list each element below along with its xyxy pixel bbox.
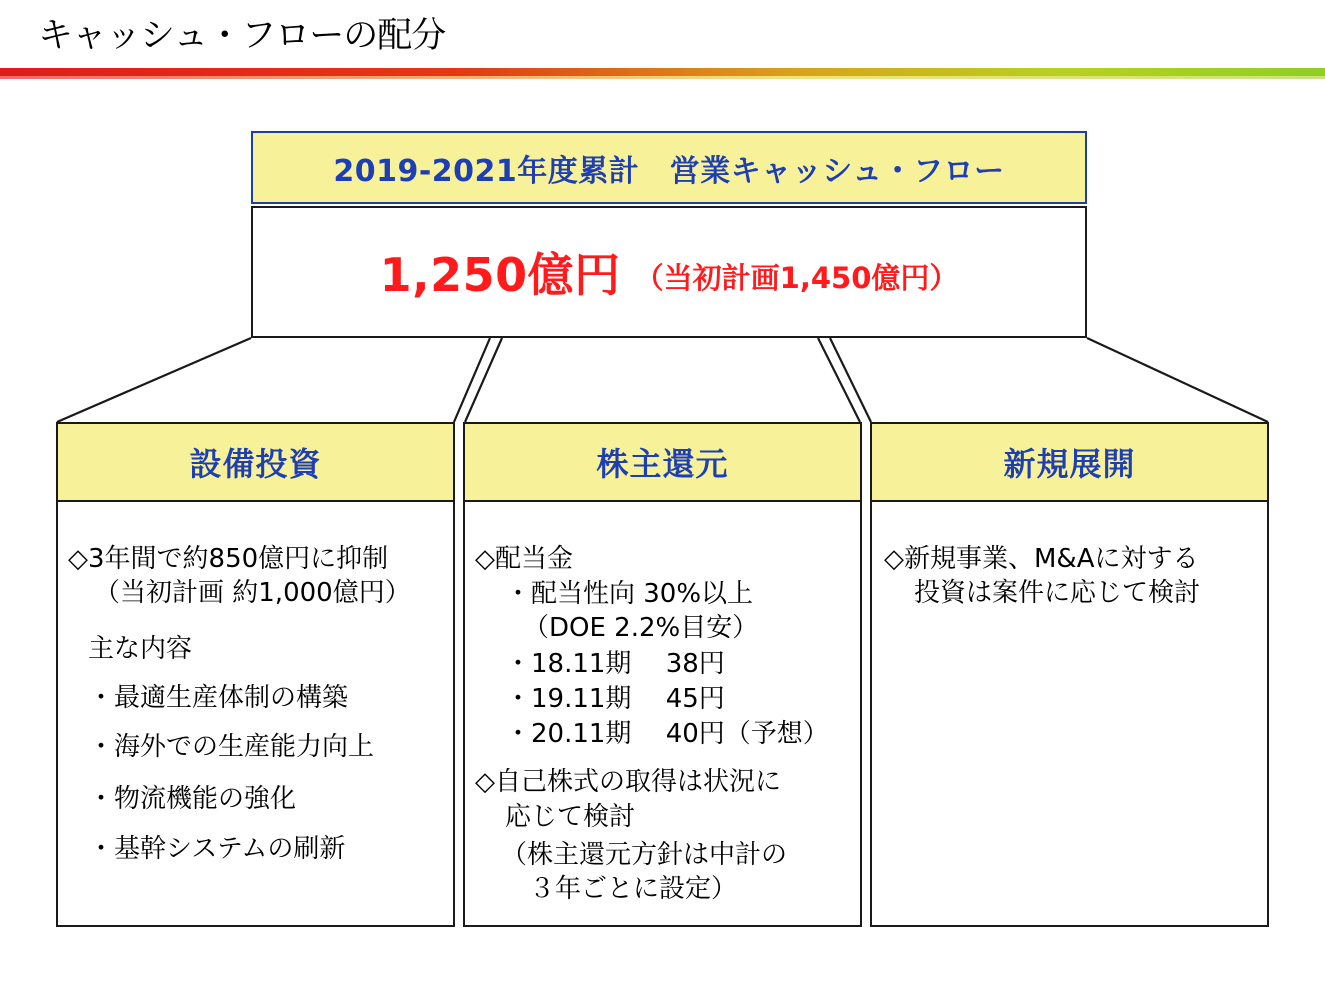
shareholder-returns-header — [463, 422, 862, 502]
returns-line: ・18.11期 38円 — [505, 649, 725, 679]
operating-cash-flow-plan-note: （当初計画1,450億円） — [634, 260, 959, 295]
returns-line: 応じて検討 — [505, 802, 636, 832]
new-business-body — [870, 500, 1269, 927]
returns-line: ・配当性向 30%以上 — [505, 579, 754, 609]
shareholder-returns-title: 株主還元 — [596, 445, 729, 483]
returns-line: ・20.11期 40円（予想） — [505, 719, 829, 749]
operating-cash-flow-header — [251, 131, 1087, 204]
operating-cash-flow-amount: 1,250億円 — [379, 248, 621, 302]
capex-header — [56, 422, 455, 502]
capex-line: ・物流機能の強化 — [88, 784, 297, 814]
shareholder-returns-body — [463, 500, 862, 927]
returns-line: ・19.11期 45円 — [505, 684, 725, 714]
capex-line: ・最適生産体制の構築 — [88, 683, 349, 713]
capex-line: ◇3年間で約850億円に抑制 — [68, 544, 389, 574]
capex-line: （当初計画 約1,000億円） — [94, 578, 411, 608]
returns-line: ◇配当金 — [475, 544, 573, 574]
capex-title: 設備投資 — [189, 445, 322, 483]
new-business-title: 新規展開 — [1003, 445, 1136, 483]
operating-cash-flow-body — [251, 206, 1087, 338]
returns-line: （DOE 2.2%目安） — [523, 613, 759, 643]
capex-line: 主な内容 — [88, 634, 193, 664]
returns-line: （株主還元方針は中計の — [501, 840, 788, 870]
capex-line: ・基幹システムの刷新 — [88, 834, 346, 864]
page-title: キャッシュ・フローの配分 — [38, 16, 446, 56]
new-business-header — [870, 422, 1269, 502]
capex-line: ・海外での生産能力向上 — [88, 732, 375, 762]
new-business-line: ◇新規事業、M&Aに対する — [884, 544, 1199, 574]
operating-cash-flow-header-text: 2019-2021年度累計 営業キャッシュ・フロー — [333, 153, 1005, 189]
returns-line: ◇自己株式の取得は状況に — [475, 767, 781, 797]
connector-center-right-a — [818, 338, 860, 422]
connector-left — [57, 338, 251, 422]
new-business-line: 投資は案件に応じて検討 — [914, 578, 1201, 608]
connector-right — [1087, 338, 1268, 422]
returns-line: ３年ごとに設定） — [529, 874, 738, 904]
connector-center-right-b — [830, 338, 871, 422]
capex-body — [56, 500, 455, 927]
